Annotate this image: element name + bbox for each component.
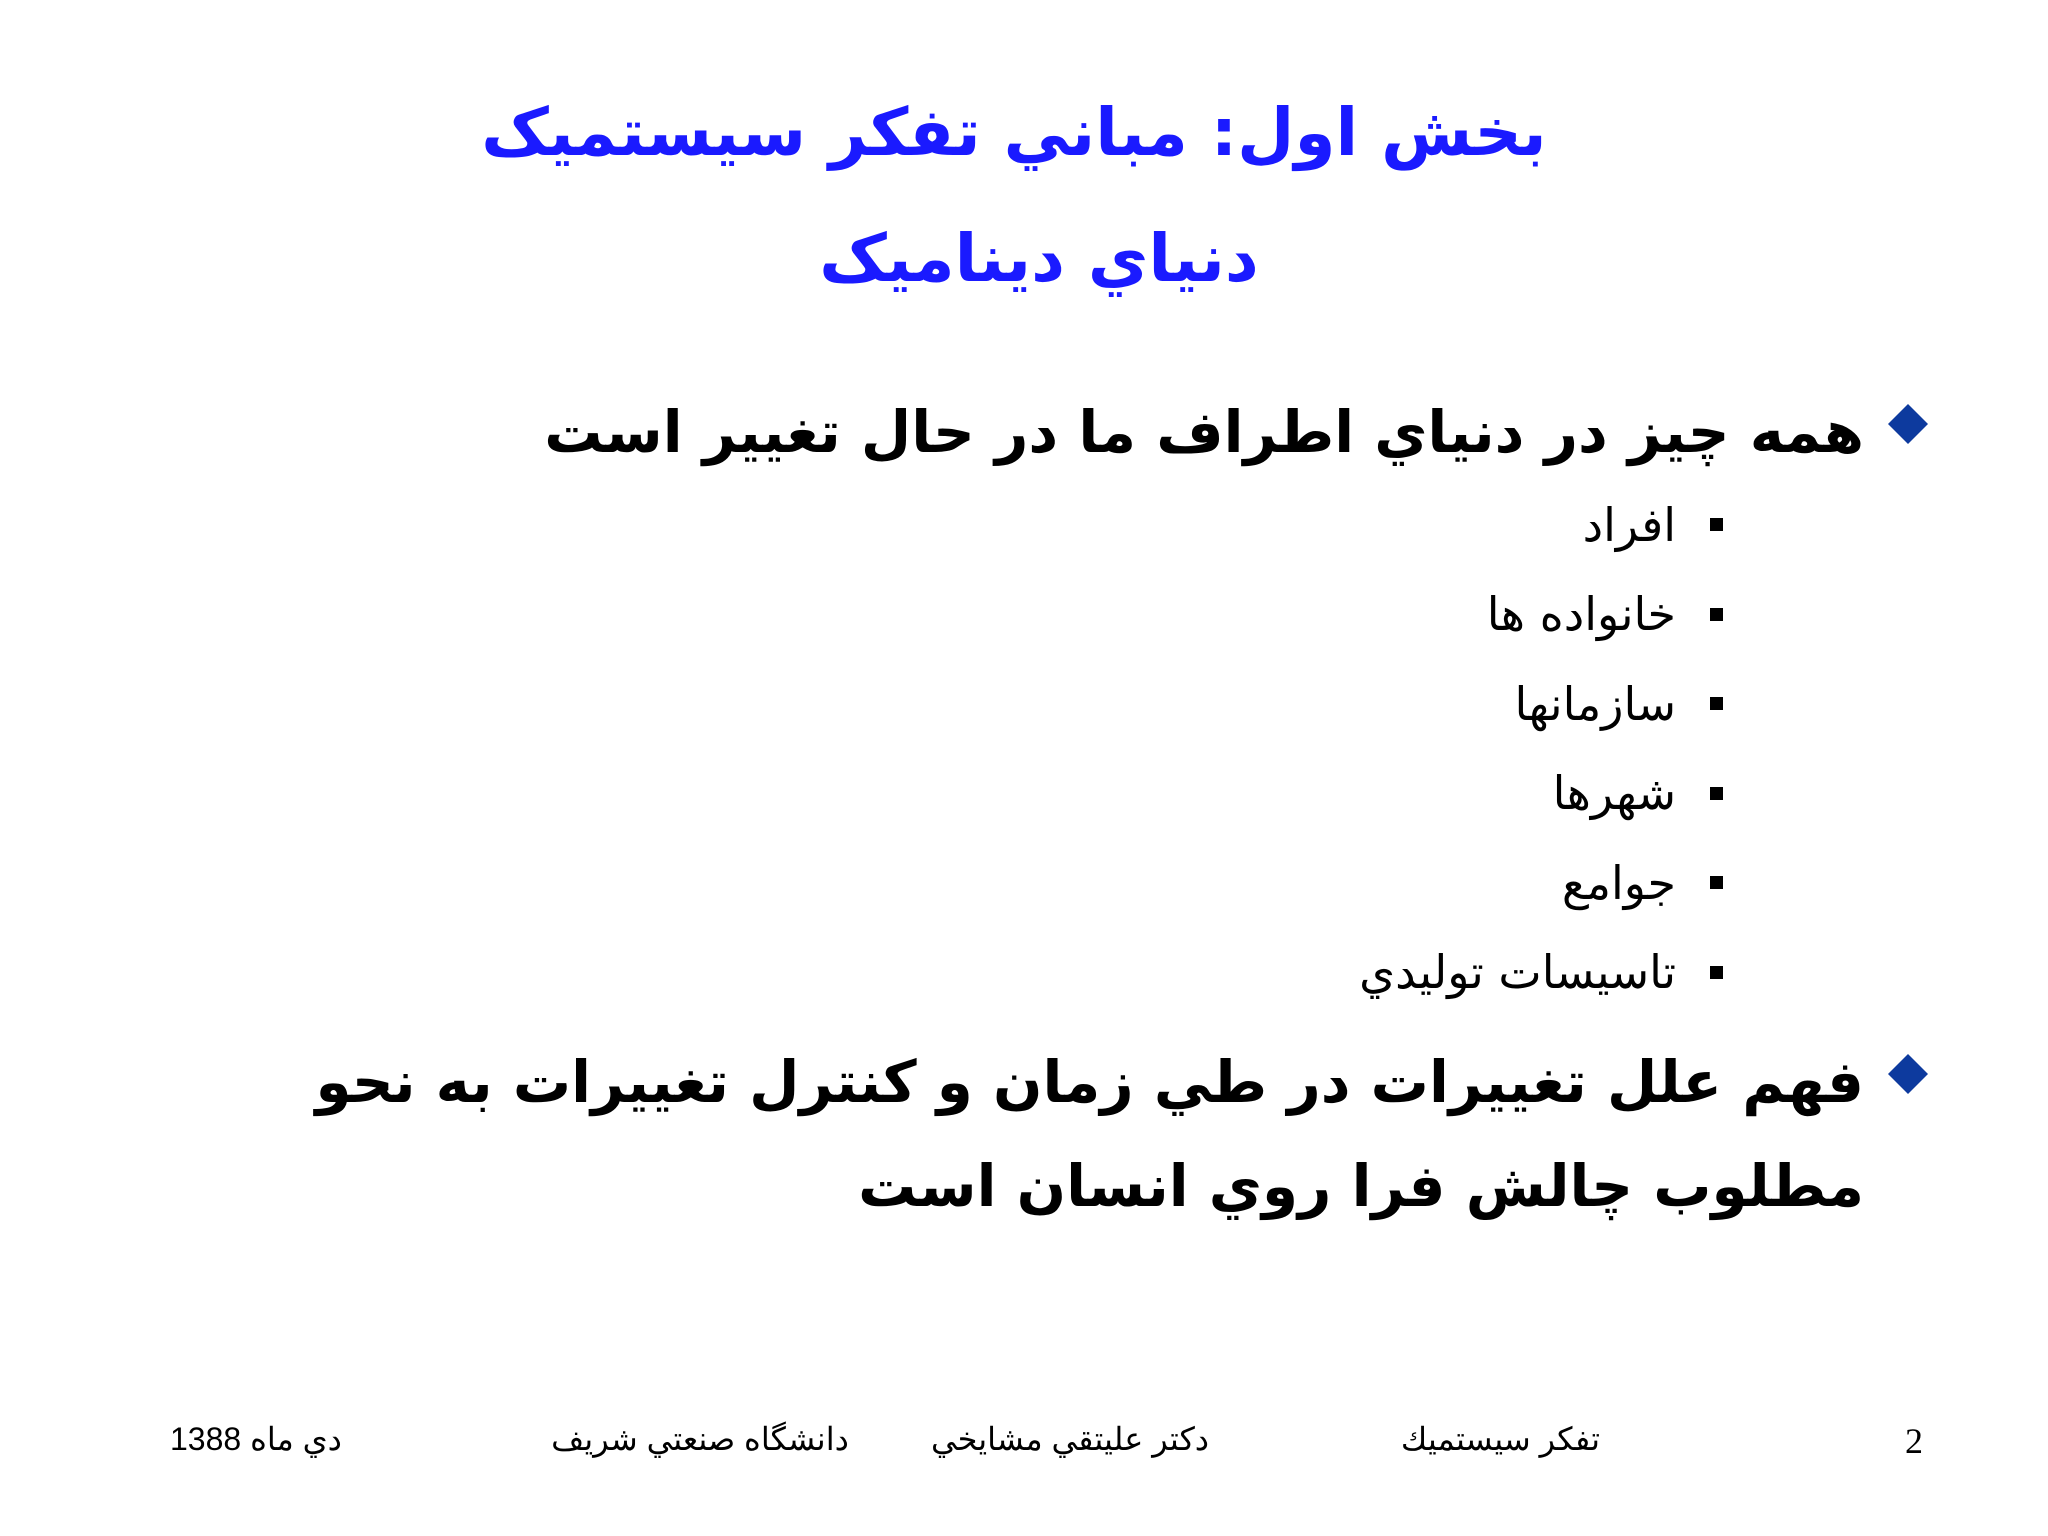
sub-bullet-text: تاسيسات توليدي bbox=[1359, 945, 1676, 1000]
slide-title bbox=[400, 70, 1648, 322]
bullet-1-text: همه چيز در دنياي اطراف ما در حال تغيير است bbox=[544, 398, 1864, 466]
square-bullet-icon bbox=[1710, 966, 1723, 979]
sub-bullet-text: افراد bbox=[1582, 497, 1676, 552]
square-bullet-icon bbox=[1710, 518, 1723, 531]
diamond-icon bbox=[1888, 404, 1928, 444]
square-bullet-icon bbox=[1710, 787, 1723, 800]
sub-bullet-text: خانواده ها bbox=[1486, 587, 1676, 642]
footer-date: دي ماه 1388 bbox=[170, 1421, 342, 1457]
square-bullet-icon bbox=[1710, 608, 1723, 621]
bullet-2-text: فهم علل تغييرات در طي زمان و کنترل تغييرات به نحو مطلوب چالش فرا روي انسان است bbox=[315, 1048, 1864, 1220]
sub-bullet-text: سازمانها bbox=[1514, 676, 1676, 731]
sub-bullet-text: جوامع bbox=[1561, 855, 1676, 910]
sub-bullet-text: شهرها bbox=[1552, 766, 1676, 821]
diamond-icon bbox=[1888, 1054, 1928, 1094]
footer-university: دانشگاه صنعتي شريف bbox=[551, 1421, 849, 1457]
footer-course: تفکر سيستميك bbox=[1400, 1421, 1600, 1457]
sub-bullet-item bbox=[1359, 570, 1723, 660]
square-bullet-icon bbox=[1710, 697, 1723, 710]
title-line-1: بخش اول: مباني تفکر سيستميک bbox=[481, 94, 1547, 171]
footer-page-number: 2 bbox=[1905, 1421, 1923, 1461]
bullet-2 bbox=[188, 1030, 1928, 1238]
bullet-1 bbox=[544, 380, 1928, 484]
title-line-2: دنياي ديناميک bbox=[819, 220, 1259, 297]
sub-bullet-item bbox=[1359, 480, 1723, 570]
sub-bullet-list bbox=[1359, 480, 1723, 1017]
sub-bullet-item bbox=[1359, 749, 1723, 839]
sub-bullet-item bbox=[1359, 928, 1723, 1018]
sub-bullet-item bbox=[1359, 838, 1723, 928]
sub-bullet-item bbox=[1359, 659, 1723, 749]
square-bullet-icon bbox=[1710, 876, 1723, 889]
footer-author: دکتر عليتقي مشايخي bbox=[930, 1421, 1210, 1457]
